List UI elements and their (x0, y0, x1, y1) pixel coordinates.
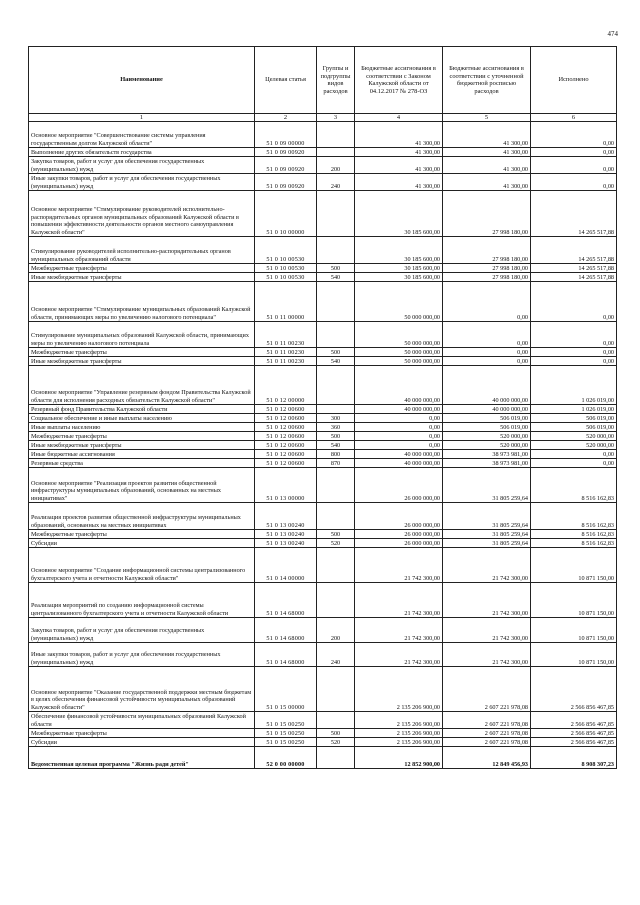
table-row (29, 530, 617, 539)
table-header (29, 47, 617, 122)
col-number: 6 (531, 114, 617, 122)
row-law-amount: 41 300,00 (355, 122, 443, 148)
row-target-code: 51 0 12 00600 (255, 459, 317, 468)
table-row (29, 643, 617, 667)
row-refined-amount: 0,00 (443, 348, 531, 357)
row-law-amount: 0,00 (355, 423, 443, 432)
row-group-code (317, 667, 355, 712)
table-row (29, 441, 617, 450)
table-row (29, 729, 617, 738)
row-group-code: 500 (317, 432, 355, 441)
row-name: Межбюджетные трансферты (29, 729, 255, 738)
row-refined-amount: 0,00 (443, 282, 531, 322)
row-name: Закупка товаров, работ и услуг для обеспечения государственных (муниципальных) нужд (29, 618, 255, 643)
row-name: Ведомственная целевая программа "Жизнь ради детей" (29, 747, 255, 769)
row-law-amount: 40 000 000,00 (355, 459, 443, 468)
table-row (29, 122, 617, 148)
row-target-code: 51 0 13 00240 (255, 530, 317, 539)
row-name: Стимулирование руководителей исполнительно-распорядительных органов муниципальных образований области (29, 237, 255, 264)
row-executed-amount: 0,00 (531, 148, 617, 157)
row-law-amount: 30 185 600,00 (355, 191, 443, 237)
table-row (29, 432, 617, 441)
row-executed-amount: 8 516 162,83 (531, 539, 617, 548)
table-row (29, 405, 617, 414)
row-name: Обеспечение финансовой устойчивости муниципальных образований Калужской области (29, 712, 255, 729)
row-name: Межбюджетные трансферты (29, 348, 255, 357)
row-executed-amount: 0,00 (531, 450, 617, 459)
row-law-amount: 50 000 000,00 (355, 282, 443, 322)
row-group-code (317, 503, 355, 530)
row-law-amount: 2 135 206 900,00 (355, 729, 443, 738)
row-name: Межбюджетные трансферты (29, 264, 255, 273)
table-row (29, 237, 617, 264)
row-group-code: 240 (317, 174, 355, 191)
table-row (29, 468, 617, 503)
row-refined-amount: 27 998 180,00 (443, 237, 531, 264)
row-name: Основное мероприятие "Создание информационной системы централизованного бухгалтерского учета и отчетности Калужской области" (29, 548, 255, 583)
row-executed-amount: 0,00 (531, 348, 617, 357)
row-name: Закупка товаров, работ и услуг для обеспечения государственных (муниципальных) нужд (29, 157, 255, 174)
row-name: Основное мероприятие "Управление резервным фондом Правительства Калужской области для исполнения расходных обязательств Калужской области" (29, 366, 255, 405)
row-name: Субсидии (29, 539, 255, 548)
table-row (29, 322, 617, 348)
row-executed-amount: 520 000,00 (531, 432, 617, 441)
col-number: 2 (255, 114, 317, 122)
row-group-code: 870 (317, 459, 355, 468)
row-law-amount: 0,00 (355, 414, 443, 423)
row-group-code (317, 191, 355, 237)
row-refined-amount: 41 300,00 (443, 148, 531, 157)
row-executed-amount: 10 871 150,00 (531, 643, 617, 667)
row-refined-amount: 31 805 259,64 (443, 468, 531, 503)
row-target-code: 51 0 11 00000 (255, 282, 317, 322)
table-row (29, 747, 617, 769)
row-target-code: 52 0 00 00000 (255, 747, 317, 769)
row-refined-amount: 41 300,00 (443, 157, 531, 174)
row-name: Резервные средства (29, 459, 255, 468)
row-executed-amount: 14 265 517,88 (531, 191, 617, 237)
budget-table (28, 46, 617, 769)
row-name: Социальное обеспечение и иные выплаты населению (29, 414, 255, 423)
row-law-amount: 21 742 300,00 (355, 643, 443, 667)
row-executed-amount: 10 871 150,00 (531, 548, 617, 583)
row-executed-amount: 8 516 162,83 (531, 503, 617, 530)
row-name: Межбюджетные трансферты (29, 432, 255, 441)
row-group-code: 300 (317, 414, 355, 423)
row-target-code: 51 0 09 00000 (255, 122, 317, 148)
row-refined-amount: 31 805 259,64 (443, 539, 531, 548)
row-target-code: 51 0 12 00600 (255, 414, 317, 423)
header-refined: Бюджетные ассигнования в соответствии с уточненной бюджетной росписью расходов (443, 47, 531, 114)
col-number: 5 (443, 114, 531, 122)
row-law-amount: 30 185 600,00 (355, 264, 443, 273)
table-row (29, 459, 617, 468)
row-group-code (317, 747, 355, 769)
col-number: 4 (355, 114, 443, 122)
row-target-code: 51 0 14 00000 (255, 548, 317, 583)
row-executed-amount: 2 566 856 467,85 (531, 667, 617, 712)
row-group-code (317, 712, 355, 729)
row-target-code: 51 0 10 00000 (255, 191, 317, 237)
row-name: Иные бюджетные ассигнования (29, 450, 255, 459)
row-executed-amount: 0,00 (531, 157, 617, 174)
row-target-code: 51 0 09 00920 (255, 174, 317, 191)
row-refined-amount: 27 998 180,00 (443, 191, 531, 237)
row-law-amount: 30 185 600,00 (355, 273, 443, 282)
row-executed-amount: 0,00 (531, 282, 617, 322)
row-target-code: 51 0 13 00240 (255, 539, 317, 548)
row-refined-amount: 40 000 000,00 (443, 366, 531, 405)
row-executed-amount: 520 000,00 (531, 441, 617, 450)
row-name: Основное мероприятие "Оказание государственной поддержки местным бюджетам в целях обеспечения финансовой устойчивости муниципальных образований Калужской области" (29, 667, 255, 712)
row-law-amount: 21 742 300,00 (355, 618, 443, 643)
row-name: Основное мероприятие "Совершенствование системы управления государственным долгом Калужской области" (29, 122, 255, 148)
row-refined-amount: 2 607 221 978,08 (443, 667, 531, 712)
table-row (29, 414, 617, 423)
table-row (29, 667, 617, 712)
row-group-code (317, 282, 355, 322)
row-group-code (317, 583, 355, 618)
row-name: Основное мероприятие "Стимулирование муниципальных образований Калужской области, принимающих меры по увеличению налогового потенциала" (29, 282, 255, 322)
row-group-code (317, 405, 355, 414)
header-group: Группы и подгруппы видов расходов (317, 47, 355, 114)
row-target-code: 51 0 14 68000 (255, 618, 317, 643)
row-target-code: 51 0 14 68000 (255, 583, 317, 618)
row-law-amount: 26 000 000,00 (355, 468, 443, 503)
row-name: Стимулирование муниципальных образований Калужской области, принимающих меры по увеличению налогового потенциала (29, 322, 255, 348)
col-number: 1 (29, 114, 255, 122)
row-target-code: 51 0 12 00600 (255, 441, 317, 450)
row-executed-amount: 8 908 307,23 (531, 747, 617, 769)
row-name: Резервный фонд Правительства Калужской области (29, 405, 255, 414)
row-executed-amount: 1 026 019,00 (531, 366, 617, 405)
row-refined-amount: 520 000,00 (443, 432, 531, 441)
row-executed-amount: 0,00 (531, 357, 617, 366)
row-target-code: 51 0 10 00530 (255, 237, 317, 264)
row-refined-amount: 31 805 259,64 (443, 503, 531, 530)
row-refined-amount: 2 607 221 978,08 (443, 729, 531, 738)
row-executed-amount: 1 026 019,00 (531, 405, 617, 414)
row-group-code: 240 (317, 643, 355, 667)
row-target-code: 51 0 10 00530 (255, 273, 317, 282)
row-group-code: 540 (317, 357, 355, 366)
table-row (29, 273, 617, 282)
row-executed-amount: 506 019,00 (531, 414, 617, 423)
row-group-code: 500 (317, 729, 355, 738)
row-executed-amount: 8 516 162,83 (531, 468, 617, 503)
header-name: Наименование (29, 47, 255, 114)
header-law: Бюджетные ассигнования в соответствии с Законом Калужской области от 04.12.2017 № 278-ОЗ (355, 47, 443, 114)
row-group-code (317, 237, 355, 264)
row-refined-amount: 27 998 180,00 (443, 264, 531, 273)
table-row (29, 366, 617, 405)
row-name: Иные закупки товаров, работ и услуг для обеспечения государственных (муниципальных) нужд (29, 643, 255, 667)
table-row (29, 618, 617, 643)
header-executed: Исполнено (531, 47, 617, 114)
row-executed-amount: 0,00 (531, 322, 617, 348)
row-name: Выполнение других обязательств государства (29, 148, 255, 157)
row-refined-amount: 31 805 259,64 (443, 530, 531, 539)
row-name: Иные закупки товаров, работ и услуг для обеспечения государственных (муниципальных) нужд (29, 174, 255, 191)
row-group-code: 500 (317, 348, 355, 357)
row-law-amount: 40 000 000,00 (355, 450, 443, 459)
row-refined-amount: 21 742 300,00 (443, 583, 531, 618)
row-group-code (317, 468, 355, 503)
table-row (29, 157, 617, 174)
row-refined-amount: 506 019,00 (443, 414, 531, 423)
row-target-code: 51 0 11 00230 (255, 348, 317, 357)
row-group-code: 200 (317, 157, 355, 174)
row-target-code: 51 0 14 68000 (255, 643, 317, 667)
row-refined-amount: 2 607 221 978,08 (443, 738, 531, 747)
row-executed-amount: 506 019,00 (531, 423, 617, 432)
row-refined-amount: 0,00 (443, 357, 531, 366)
row-refined-amount: 38 973 981,00 (443, 459, 531, 468)
row-name: Иные межбюджетные трансферты (29, 273, 255, 282)
row-target-code: 51 0 13 00000 (255, 468, 317, 503)
page-number: 474 (607, 30, 618, 38)
table-row (29, 503, 617, 530)
row-group-code (317, 148, 355, 157)
row-refined-amount: 41 300,00 (443, 122, 531, 148)
table-row (29, 738, 617, 747)
row-law-amount: 50 000 000,00 (355, 348, 443, 357)
col-number: 3 (317, 114, 355, 122)
row-target-code: 51 0 09 00920 (255, 157, 317, 174)
row-law-amount: 40 000 000,00 (355, 405, 443, 414)
table-row (29, 264, 617, 273)
row-executed-amount: 10 871 150,00 (531, 618, 617, 643)
row-target-code: 51 0 15 00250 (255, 712, 317, 729)
row-executed-amount: 0,00 (531, 459, 617, 468)
row-executed-amount: 0,00 (531, 122, 617, 148)
row-law-amount: 21 742 300,00 (355, 583, 443, 618)
row-law-amount: 2 135 206 900,00 (355, 712, 443, 729)
row-refined-amount: 27 998 180,00 (443, 273, 531, 282)
row-law-amount: 2 135 206 900,00 (355, 738, 443, 747)
row-law-amount: 26 000 000,00 (355, 503, 443, 530)
row-refined-amount: 520 000,00 (443, 441, 531, 450)
row-law-amount: 2 135 206 900,00 (355, 667, 443, 712)
row-name: Реализация мероприятий по созданию информационной системы централизованного бухгалтерского учета и отчетности Калужской области (29, 583, 255, 618)
row-law-amount: 41 300,00 (355, 148, 443, 157)
row-name: Межбюджетные трансферты (29, 530, 255, 539)
row-target-code: 51 0 15 00250 (255, 738, 317, 747)
row-refined-amount: 12 849 456,93 (443, 747, 531, 769)
row-target-code: 51 0 11 00230 (255, 322, 317, 348)
row-refined-amount: 506 019,00 (443, 423, 531, 432)
row-refined-amount: 21 742 300,00 (443, 548, 531, 583)
row-name: Субсидии (29, 738, 255, 747)
table-row (29, 583, 617, 618)
row-group-code (317, 366, 355, 405)
row-executed-amount: 0,00 (531, 174, 617, 191)
row-executed-amount: 10 871 150,00 (531, 583, 617, 618)
row-target-code: 51 0 15 00000 (255, 667, 317, 712)
row-group-code: 360 (317, 423, 355, 432)
row-refined-amount: 41 300,00 (443, 174, 531, 191)
row-group-code: 200 (317, 618, 355, 643)
row-group-code: 500 (317, 264, 355, 273)
row-target-code: 51 0 13 00240 (255, 503, 317, 530)
row-group-code (317, 122, 355, 148)
row-group-code: 520 (317, 539, 355, 548)
row-target-code: 51 0 12 00600 (255, 423, 317, 432)
row-law-amount: 0,00 (355, 432, 443, 441)
table-row (29, 174, 617, 191)
header-target: Целевая статья (255, 47, 317, 114)
row-executed-amount: 8 516 162,83 (531, 530, 617, 539)
row-executed-amount: 14 265 517,88 (531, 273, 617, 282)
row-law-amount: 30 185 600,00 (355, 237, 443, 264)
row-law-amount: 50 000 000,00 (355, 357, 443, 366)
row-group-code: 540 (317, 441, 355, 450)
row-name: Иные межбюджетные трансферты (29, 441, 255, 450)
row-executed-amount: 2 566 856 467,85 (531, 712, 617, 729)
row-refined-amount: 21 742 300,00 (443, 643, 531, 667)
row-target-code: 51 0 12 00600 (255, 432, 317, 441)
row-law-amount: 26 000 000,00 (355, 539, 443, 548)
table-row (29, 348, 617, 357)
row-name: Основное мероприятие "Реализация проектов развития общественной инфраструктуры муниципальных образований, основанных на местных инициативах" (29, 468, 255, 503)
row-law-amount: 26 000 000,00 (355, 530, 443, 539)
row-law-amount: 12 852 900,00 (355, 747, 443, 769)
row-law-amount: 21 742 300,00 (355, 548, 443, 583)
row-law-amount: 41 300,00 (355, 157, 443, 174)
row-executed-amount: 14 265 517,88 (531, 264, 617, 273)
row-target-code: 51 0 09 00920 (255, 148, 317, 157)
table-row (29, 423, 617, 432)
row-law-amount: 40 000 000,00 (355, 366, 443, 405)
row-refined-amount: 38 973 981,00 (443, 450, 531, 459)
row-target-code: 51 0 12 00600 (255, 450, 317, 459)
table-row (29, 357, 617, 366)
row-executed-amount: 2 566 856 467,85 (531, 729, 617, 738)
row-law-amount: 0,00 (355, 441, 443, 450)
table-row (29, 191, 617, 237)
row-refined-amount: 2 607 221 978,08 (443, 712, 531, 729)
table-row (29, 282, 617, 322)
row-refined-amount: 0,00 (443, 322, 531, 348)
row-executed-amount: 14 265 517,88 (531, 237, 617, 264)
table-row (29, 450, 617, 459)
row-name: Иные межбюджетные трансферты (29, 357, 255, 366)
row-group-code: 800 (317, 450, 355, 459)
row-group-code: 500 (317, 530, 355, 539)
row-refined-amount: 21 742 300,00 (443, 618, 531, 643)
table-body (29, 122, 617, 769)
row-name: Иные выплаты населению (29, 423, 255, 432)
row-target-code: 51 0 12 00000 (255, 366, 317, 405)
row-executed-amount: 2 566 856 467,85 (531, 738, 617, 747)
row-group-code (317, 548, 355, 583)
table-row (29, 548, 617, 583)
row-group-code: 520 (317, 738, 355, 747)
row-target-code: 51 0 12 00600 (255, 405, 317, 414)
row-law-amount: 50 000 000,00 (355, 322, 443, 348)
row-target-code: 51 0 10 00530 (255, 264, 317, 273)
table-row (29, 539, 617, 548)
row-group-code: 540 (317, 273, 355, 282)
row-refined-amount: 40 000 000,00 (443, 405, 531, 414)
row-target-code: 51 0 15 00250 (255, 729, 317, 738)
table-row (29, 148, 617, 157)
row-group-code (317, 322, 355, 348)
row-target-code: 51 0 11 00230 (255, 357, 317, 366)
row-law-amount: 41 300,00 (355, 174, 443, 191)
table-row (29, 712, 617, 729)
row-name: Реализация проектов развития общественной инфраструктуры муниципальных образований, основанных на местных инициативах (29, 503, 255, 530)
row-name: Основное мероприятие "Стимулирование руководителей исполнительно-распорядительных органов муниципальных образований Калужской области в повышении эффективности деятельности органов местного самоуправления Калужской области" (29, 191, 255, 237)
